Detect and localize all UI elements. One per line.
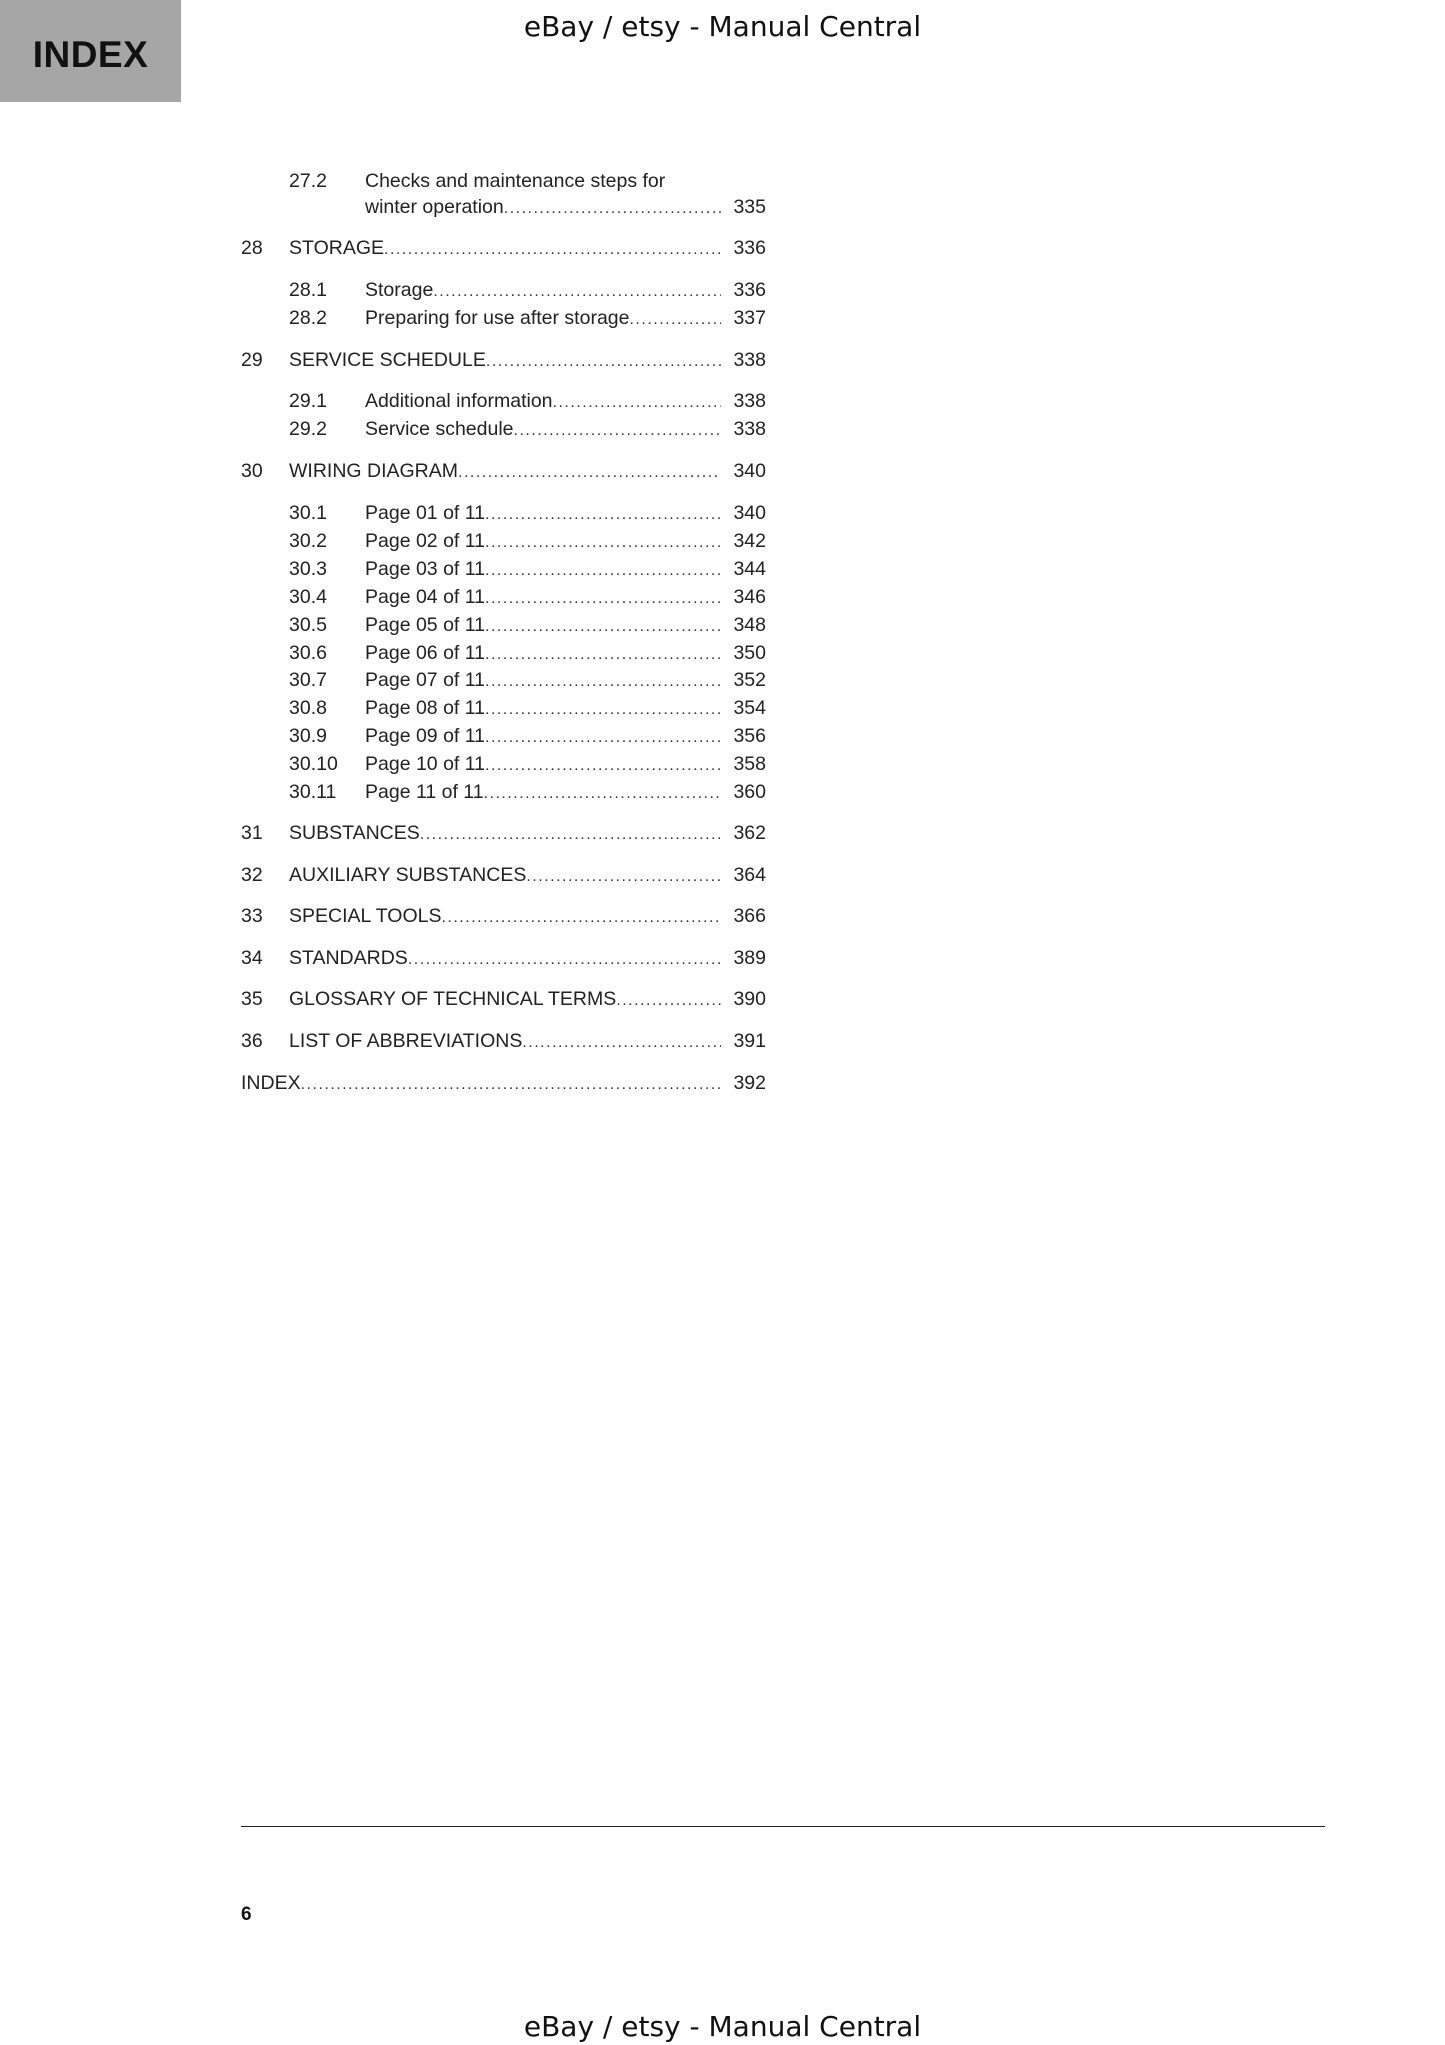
toc-entry-page[interactable]: 360	[733, 781, 766, 803]
toc-entry[interactable]	[241, 612, 766, 638]
toc-entry-label[interactable]: Page 11 of 11	[365, 781, 484, 803]
toc-entry-page[interactable]: 390	[733, 988, 766, 1010]
toc-entry[interactable]	[241, 640, 766, 666]
toc-entry-page[interactable]: 338	[733, 418, 766, 440]
toc-entry-label[interactable]: Page 03 of 11	[365, 558, 485, 580]
dot-leader	[485, 586, 721, 612]
dot-leader	[486, 349, 721, 375]
index-tab-label: INDEX	[32, 34, 149, 75]
toc-entry-page[interactable]: 389	[733, 947, 766, 969]
toc-entry[interactable]	[241, 347, 766, 373]
toc-entry-label[interactable]: Page 09 of 11	[365, 725, 485, 747]
toc-entry-label[interactable]: Page 04 of 11	[365, 586, 485, 608]
dot-leader	[485, 530, 721, 556]
toc-entry-number: 30.1	[289, 502, 327, 524]
toc-entry-page[interactable]: 350	[733, 642, 766, 664]
dot-leader	[485, 614, 721, 640]
toc-entry-number: 30.10	[289, 753, 338, 775]
toc-entry[interactable]	[241, 528, 766, 554]
toc-entry-label[interactable]: Page 10 of 11	[365, 753, 485, 775]
toc-entry-page[interactable]: 356	[733, 725, 766, 747]
toc-entry-number: 30.9	[289, 725, 327, 747]
dot-leader	[433, 279, 721, 305]
dot-leader	[485, 669, 721, 695]
toc-entry-label[interactable]: Preparing for use after storage	[365, 307, 630, 329]
dot-leader	[485, 558, 721, 584]
toc-entry-page[interactable]: 366	[733, 905, 766, 927]
toc-entry-label[interactable]: Page 08 of 11	[365, 697, 485, 719]
dot-leader	[616, 988, 721, 1014]
toc-entry-number: 29	[241, 349, 263, 371]
toc-entry-number: 30.6	[289, 642, 327, 664]
dot-leader	[420, 822, 721, 848]
toc-entry-27-2-line1	[241, 168, 766, 194]
dot-leader	[522, 1030, 721, 1056]
dot-leader	[553, 390, 721, 416]
toc-entry-number: 30.5	[289, 614, 327, 636]
toc-entry-page[interactable]: 336	[733, 279, 766, 301]
toc-entry[interactable]	[241, 862, 766, 888]
toc-entry[interactable]	[241, 751, 766, 777]
toc-entry-label[interactable]: Page 07 of 11	[365, 669, 485, 691]
toc-entry-label[interactable]: Service schedule	[365, 418, 514, 440]
toc-entry-number: 28.1	[289, 279, 327, 301]
dot-leader	[485, 725, 721, 751]
dot-leader	[441, 905, 721, 931]
toc-entry[interactable]	[241, 1028, 766, 1054]
dot-leader	[301, 1072, 721, 1098]
toc-entry[interactable]	[241, 723, 766, 749]
toc-entry-page[interactable]: 344	[733, 558, 766, 580]
footer-watermark: eBay / etsy - Manual Central	[523, 2010, 922, 2043]
toc-entry-page[interactable]: 352	[733, 669, 766, 691]
toc-entry[interactable]	[241, 556, 766, 582]
dot-leader	[458, 460, 721, 486]
dot-leader	[384, 237, 721, 263]
footer-divider	[241, 1826, 1325, 1827]
dot-leader	[514, 418, 722, 444]
toc-entry[interactable]	[241, 388, 766, 414]
toc-entry-number: 30.7	[289, 669, 327, 691]
dot-leader	[526, 864, 721, 890]
toc-entry-label[interactable]: Page 01 of 11	[365, 502, 485, 524]
toc-entry-number: 32	[241, 864, 263, 886]
dot-leader	[485, 697, 721, 723]
toc-entry-label[interactable]: STANDARDS	[289, 947, 408, 969]
toc-entry[interactable]	[241, 194, 766, 220]
toc-entry-page[interactable]: 340	[733, 502, 766, 524]
toc-entry-label[interactable]: Page 06 of 11	[365, 642, 485, 664]
toc-entry-page[interactable]: 342	[733, 530, 766, 552]
toc-entry[interactable]	[241, 584, 766, 610]
toc-entry[interactable]	[241, 903, 766, 929]
toc-entry-page[interactable]: 391	[733, 1030, 766, 1052]
toc-entry-page[interactable]: 338	[733, 390, 766, 412]
toc-entry-label[interactable]: Page 05 of 11	[365, 614, 485, 636]
dot-leader	[504, 196, 721, 222]
dot-leader	[485, 502, 721, 528]
toc-entry-page[interactable]: 337	[733, 307, 766, 329]
toc-entry-label[interactable]: winter operation	[365, 196, 504, 218]
toc-entry-label[interactable]: AUXILIARY SUBSTANCES	[289, 864, 527, 886]
toc-entry-number: 30	[241, 460, 263, 482]
toc-entry-page[interactable]: 335	[733, 196, 766, 218]
toc-entry-label[interactable]: LIST OF ABBREVIATIONS	[289, 1030, 523, 1052]
toc-entry[interactable]	[241, 277, 766, 303]
toc-entry-number: 30.4	[289, 586, 327, 608]
toc-entry-label[interactable]: SERVICE SCHEDULE	[289, 349, 486, 371]
dot-leader	[485, 642, 721, 668]
dot-leader	[485, 753, 721, 779]
toc-entry-number: 30.11	[289, 781, 337, 803]
toc-entry-number: 29.1	[289, 390, 327, 412]
dot-leader	[484, 781, 721, 807]
toc-entry-label[interactable]: SPECIAL TOOLS	[289, 905, 442, 927]
toc-entry-number: 30.2	[289, 530, 327, 552]
toc-entry[interactable]	[241, 458, 766, 484]
toc-entry[interactable]	[241, 820, 766, 846]
toc-entry-page[interactable]: 348	[733, 614, 766, 636]
toc-entry-index[interactable]	[241, 1070, 766, 1096]
toc-entry-label-line1[interactable]: Checks and maintenance steps for	[365, 170, 666, 192]
toc-entry-page[interactable]: 362	[733, 822, 766, 844]
toc-entry-label[interactable]: INDEX	[241, 1072, 301, 1094]
toc-entry-label[interactable]: WIRING DIAGRAM	[289, 460, 458, 482]
toc-entry-number: 28	[241, 237, 263, 259]
toc-entry-label[interactable]: Storage	[365, 279, 434, 301]
toc-entry-number: 30.8	[289, 697, 327, 719]
toc-entry-page[interactable]: 354	[733, 697, 766, 719]
toc-entry-label[interactable]: SUBSTANCES	[289, 822, 420, 844]
toc-entry-page[interactable]: 340	[733, 460, 766, 482]
toc-entry-label[interactable]: Additional information	[365, 390, 553, 412]
toc-entry[interactable]	[241, 500, 766, 526]
toc-entry-page[interactable]: 364	[733, 864, 766, 886]
toc-entry[interactable]	[241, 305, 766, 331]
toc-entry-number: 28.2	[289, 307, 327, 329]
toc-entry-label[interactable]: GLOSSARY OF TECHNICAL TERMS	[289, 988, 617, 1010]
toc-entry[interactable]	[241, 235, 766, 261]
toc-entry-number: 36	[241, 1030, 263, 1052]
toc-entry-number: 34	[241, 947, 263, 969]
toc-entry-number: 35	[241, 988, 263, 1010]
page-number: 6	[241, 1904, 252, 1925]
toc-entry[interactable]	[241, 945, 766, 971]
toc-entry[interactable]	[241, 695, 766, 721]
toc-entry-page[interactable]: 336	[733, 237, 766, 259]
toc-entry[interactable]	[241, 779, 766, 805]
toc-entry-page[interactable]: 338	[733, 349, 766, 371]
header-watermark: eBay / etsy - Manual Central	[523, 10, 922, 43]
dot-leader	[629, 307, 721, 333]
toc-entry-number: 30.3	[289, 558, 327, 580]
dot-leader	[408, 947, 721, 973]
toc-entry-label[interactable]: Page 02 of 11	[365, 530, 485, 552]
toc-entry-number: 29.2	[289, 418, 327, 440]
toc-entry-page[interactable]: 358	[733, 753, 766, 775]
toc-entry-label[interactable]: STORAGE	[289, 237, 384, 259]
toc-entry-number: 33	[241, 905, 263, 927]
toc-entry[interactable]	[241, 416, 766, 442]
toc-entry-page[interactable]: 346	[733, 586, 766, 608]
toc-entry-number: 27.2	[289, 170, 327, 192]
toc-entry[interactable]	[241, 986, 766, 1012]
toc-entry-number: 31	[241, 822, 263, 844]
toc-entry[interactable]	[241, 667, 766, 693]
toc-entry-page[interactable]: 392	[733, 1072, 766, 1094]
